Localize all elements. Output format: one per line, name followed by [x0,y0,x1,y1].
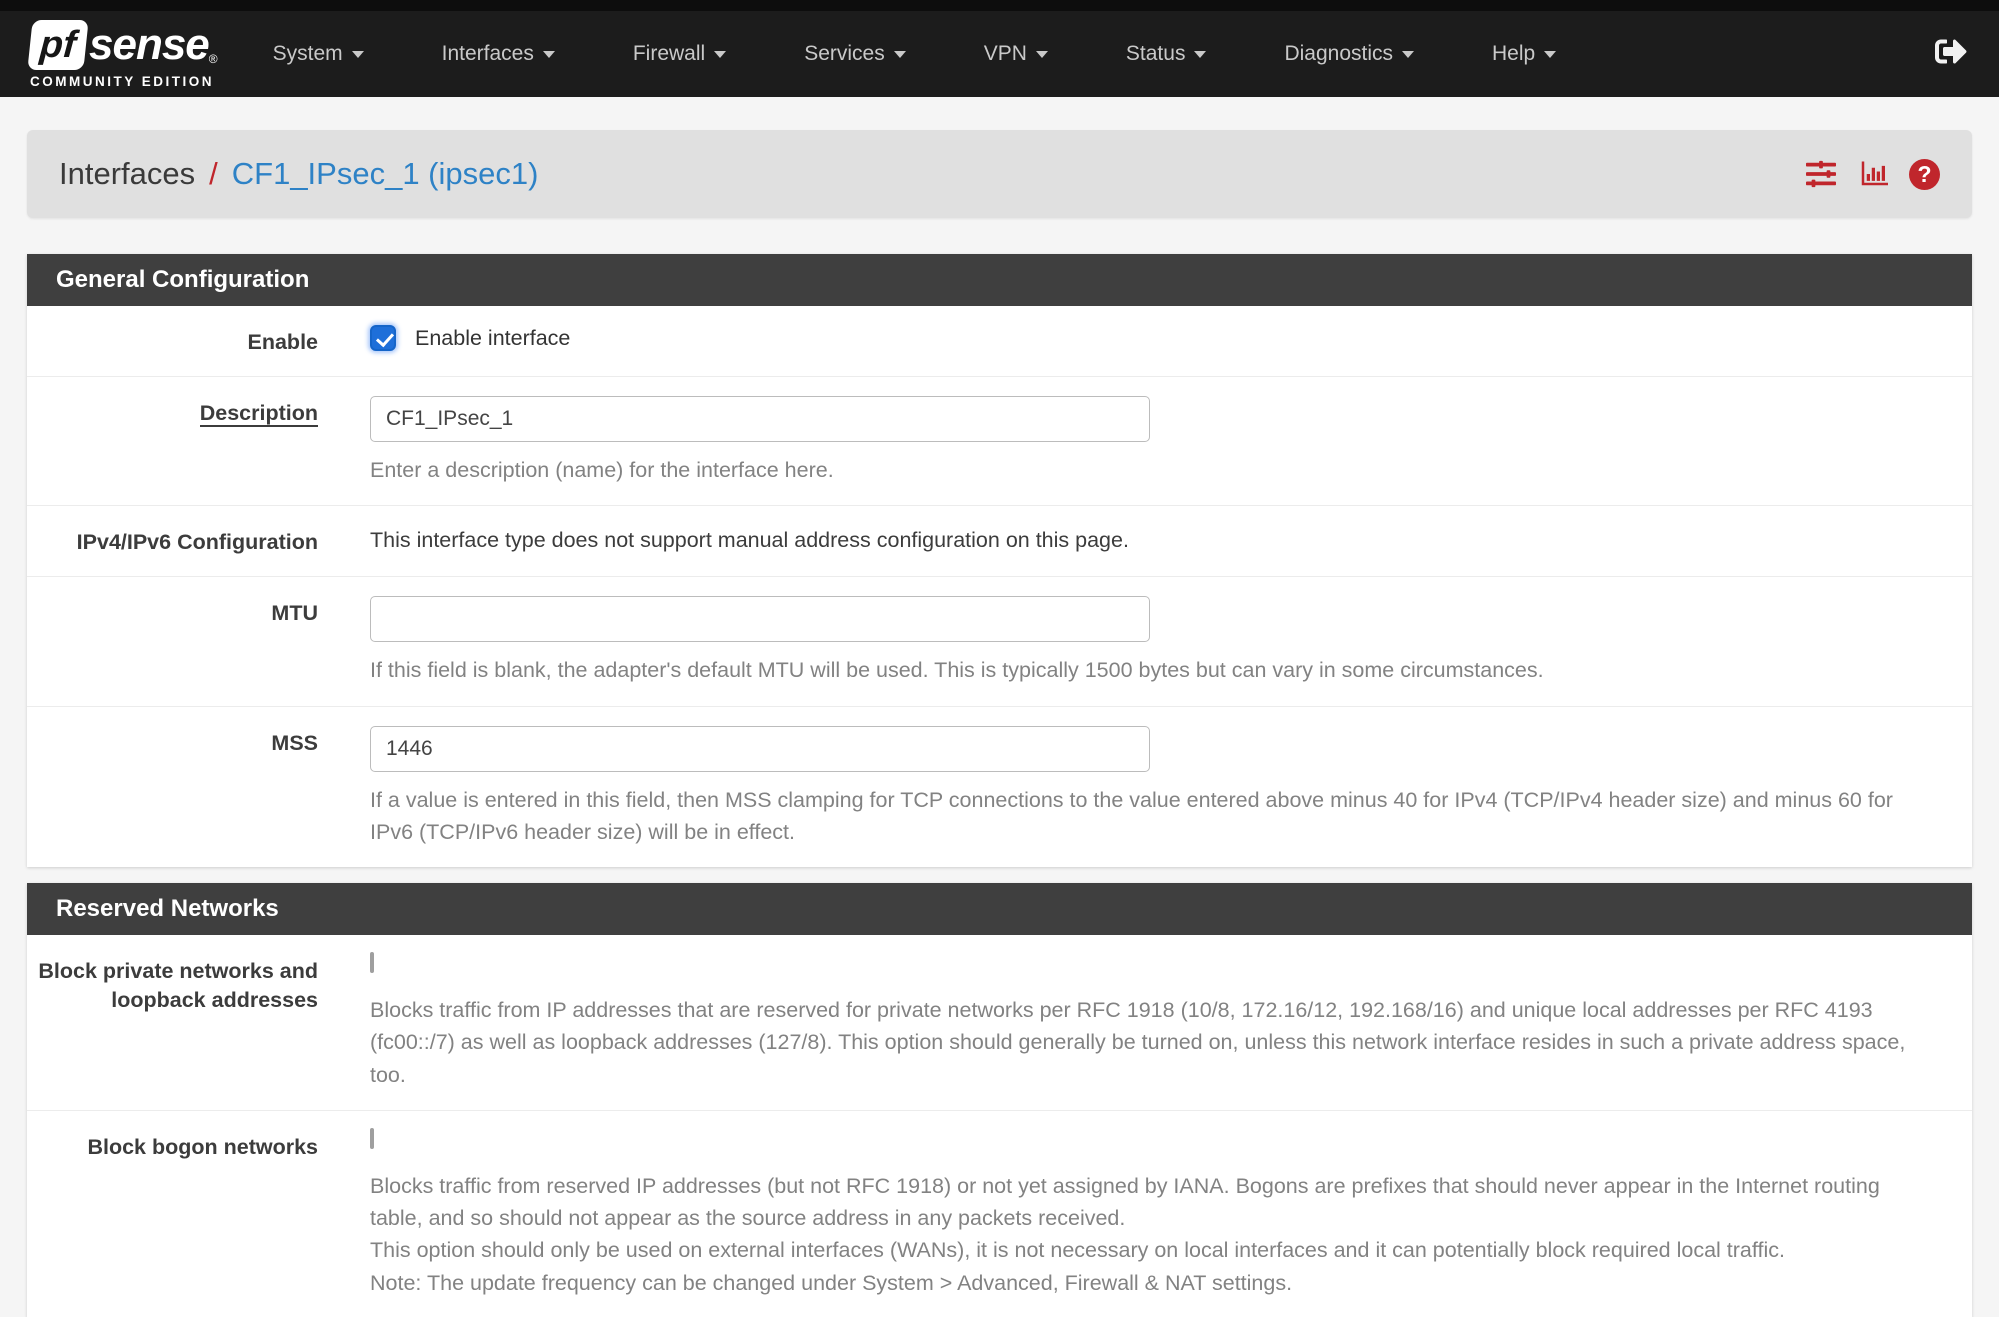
pfsense-logo-wordmark [30,20,218,70]
block-private-networks-label: Block private networks and loopback addresses [38,959,318,1013]
mtu-label: MTU [271,601,318,626]
nav-item-status[interactable]: Status [1126,42,1207,66]
sense-wordmark: sense [89,19,209,69]
nav-item-interfaces[interactable]: Interfaces [442,42,555,66]
chevron-down-icon [894,51,906,58]
nav-item-vpn[interactable]: VPN [984,42,1048,66]
enable-row [27,306,1972,377]
nav-item-system[interactable]: System [273,42,364,66]
ipv4-ipv6-configuration-label: IPv4/IPv6 Configuration [76,530,318,555]
description-help-text: Enter a description (name) for the interface here. [370,458,834,483]
interfaces-status-sliders-icon[interactable] [1805,159,1837,189]
mtu-help-text: If this field is blank, the adapter's default MTU will be used. This is typically 1500 bytes but can vary in some circumstances. [370,658,1544,683]
nav-menu [273,42,1635,66]
chevron-down-icon [714,51,726,58]
chevron-down-icon [1036,51,1048,58]
mss-help-text: If a value is entered in this field, then MSS clamping for TCP connections to the value entered above minus 40 for IPv4 (TCP/IPv4 header size) and minus 60 for IPv6 (TCP/IPv6 header size) will be in effect. [370,787,1893,844]
breadcrumb-page-title: CF1_IPsec_1 (ipsec1) [231,156,539,191]
block-private-networks-help-text: Blocks traffic from IP addresses that are reserved for private networks per RFC 1918 (10/8, 172.16/12, 192.168/16) and unique local addresses per RFC 4193 (fc00::/7) as well as loopback addresses (127/8). This option should generally be turned on, unless this network interface resides in such a private address space, too. [370,998,1906,1087]
block-private-networks-row [27,935,1972,1111]
main-navbar [0,11,1999,97]
nav-item-services[interactable]: Services [804,42,906,66]
panel-title: General Configuration [27,254,1972,306]
page-header [27,130,1972,218]
community-edition-label: COMMUNITY EDITION [30,73,214,89]
chevron-down-icon [1194,51,1206,58]
reserved-networks-panel [27,883,1972,1317]
mtu-row [27,577,1972,706]
pf-logo-box: pf [27,20,88,70]
mss-input[interactable] [370,726,1150,772]
breadcrumb-separator: / [209,156,218,191]
chevron-down-icon [1544,51,1556,58]
general-configuration-panel [27,254,1972,867]
sign-out-icon[interactable] [1935,36,1967,73]
enable-interface-checkbox-label: Enable interface [415,325,571,350]
mtu-input[interactable] [370,596,1150,642]
block-bogon-networks-label: Block bogon networks [87,1134,318,1159]
block-bogon-networks-row [27,1111,1972,1317]
nav-item-firewall[interactable]: Firewall [633,42,726,66]
bogon-help-paragraph: Blocks traffic from reserved IP addresses (but not RFC 1918) or not yet assigned by IANA. Bogons are prefixes that should never appear in the Internet routing table, and so should not appear as the source address in any packets received. [370,1173,1880,1231]
description-row [27,377,1972,506]
window-top-strip [0,0,1999,11]
bogon-help-paragraph: This option should only be used on external interfaces (WANs), it is not necessary on local interfaces and it can potentially block required local traffic. [370,1238,1785,1263]
ipv4-ipv6-configuration-text: This interface type does not support manual address configuration on this page. [370,528,1129,553]
block-private-networks-checkbox[interactable] [370,952,374,973]
ipv4-ipv6-configuration-row [27,506,1972,577]
chevron-down-icon [543,51,555,58]
registered-mark: ® [208,51,218,66]
traffic-graph-icon[interactable] [1857,159,1889,189]
block-bogon-networks-checkbox[interactable] [370,1128,374,1149]
nav-item-diagnostics[interactable]: Diagnostics [1284,42,1414,66]
chevron-down-icon [352,51,364,58]
description-label[interactable]: Description [199,401,318,426]
bogon-help-paragraph: Note: The update frequency can be changed under System > Advanced, Firewall & NAT settings. [370,1270,1293,1295]
pfsense-logo[interactable] [30,20,218,89]
block-bogon-networks-help-text [370,1170,1934,1299]
enable-label: Enable [247,330,318,354]
help-icon[interactable]: ? [1909,159,1940,190]
description-input[interactable] [370,396,1150,442]
breadcrumb-section[interactable]: Interfaces [59,156,196,191]
header-actions [1805,159,1940,190]
nav-item-help[interactable]: Help [1492,42,1556,66]
panel-title: Reserved Networks [27,883,1972,935]
chevron-down-icon [1402,51,1414,58]
enable-interface-checkbox[interactable] [370,325,396,351]
mss-row [27,707,1972,868]
mss-label: MSS [271,730,318,755]
